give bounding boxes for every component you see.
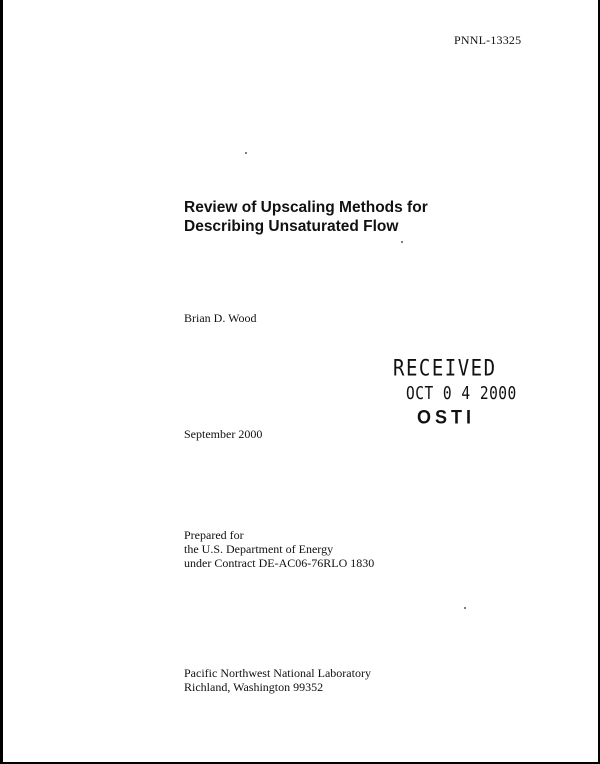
prepared-line-2: the U.S. Department of Energy [184,542,334,556]
laboratory-block [184,666,371,694]
report-number: PNNL-13325 [454,33,522,47]
prepared-line-1: Prepared for [184,528,244,542]
laboratory-address: Richland, Washington 99352 [184,680,324,694]
prepared-line-3: under Contract DE-AC06-76RLO 1830 [184,556,375,570]
scan-speck [401,241,403,243]
author-name: Brian D. Wood [184,311,257,325]
scan-speck [245,152,247,154]
received-stamp: RECEIVED [393,356,497,382]
laboratory-name: Pacific Northwest National Laboratory [184,666,371,680]
received-stamp-date: OCT 0 4 2000 [406,384,517,404]
scan-speck [464,607,466,609]
title-line-1: Review of Upscaling Methods for [184,199,428,216]
title-line-2: Describing Unsaturated Flow [184,218,399,235]
prepared-for-block [184,528,374,570]
document-title [184,198,428,236]
received-stamp-office: OSTI [417,406,476,428]
publication-date: September 2000 [184,427,263,441]
